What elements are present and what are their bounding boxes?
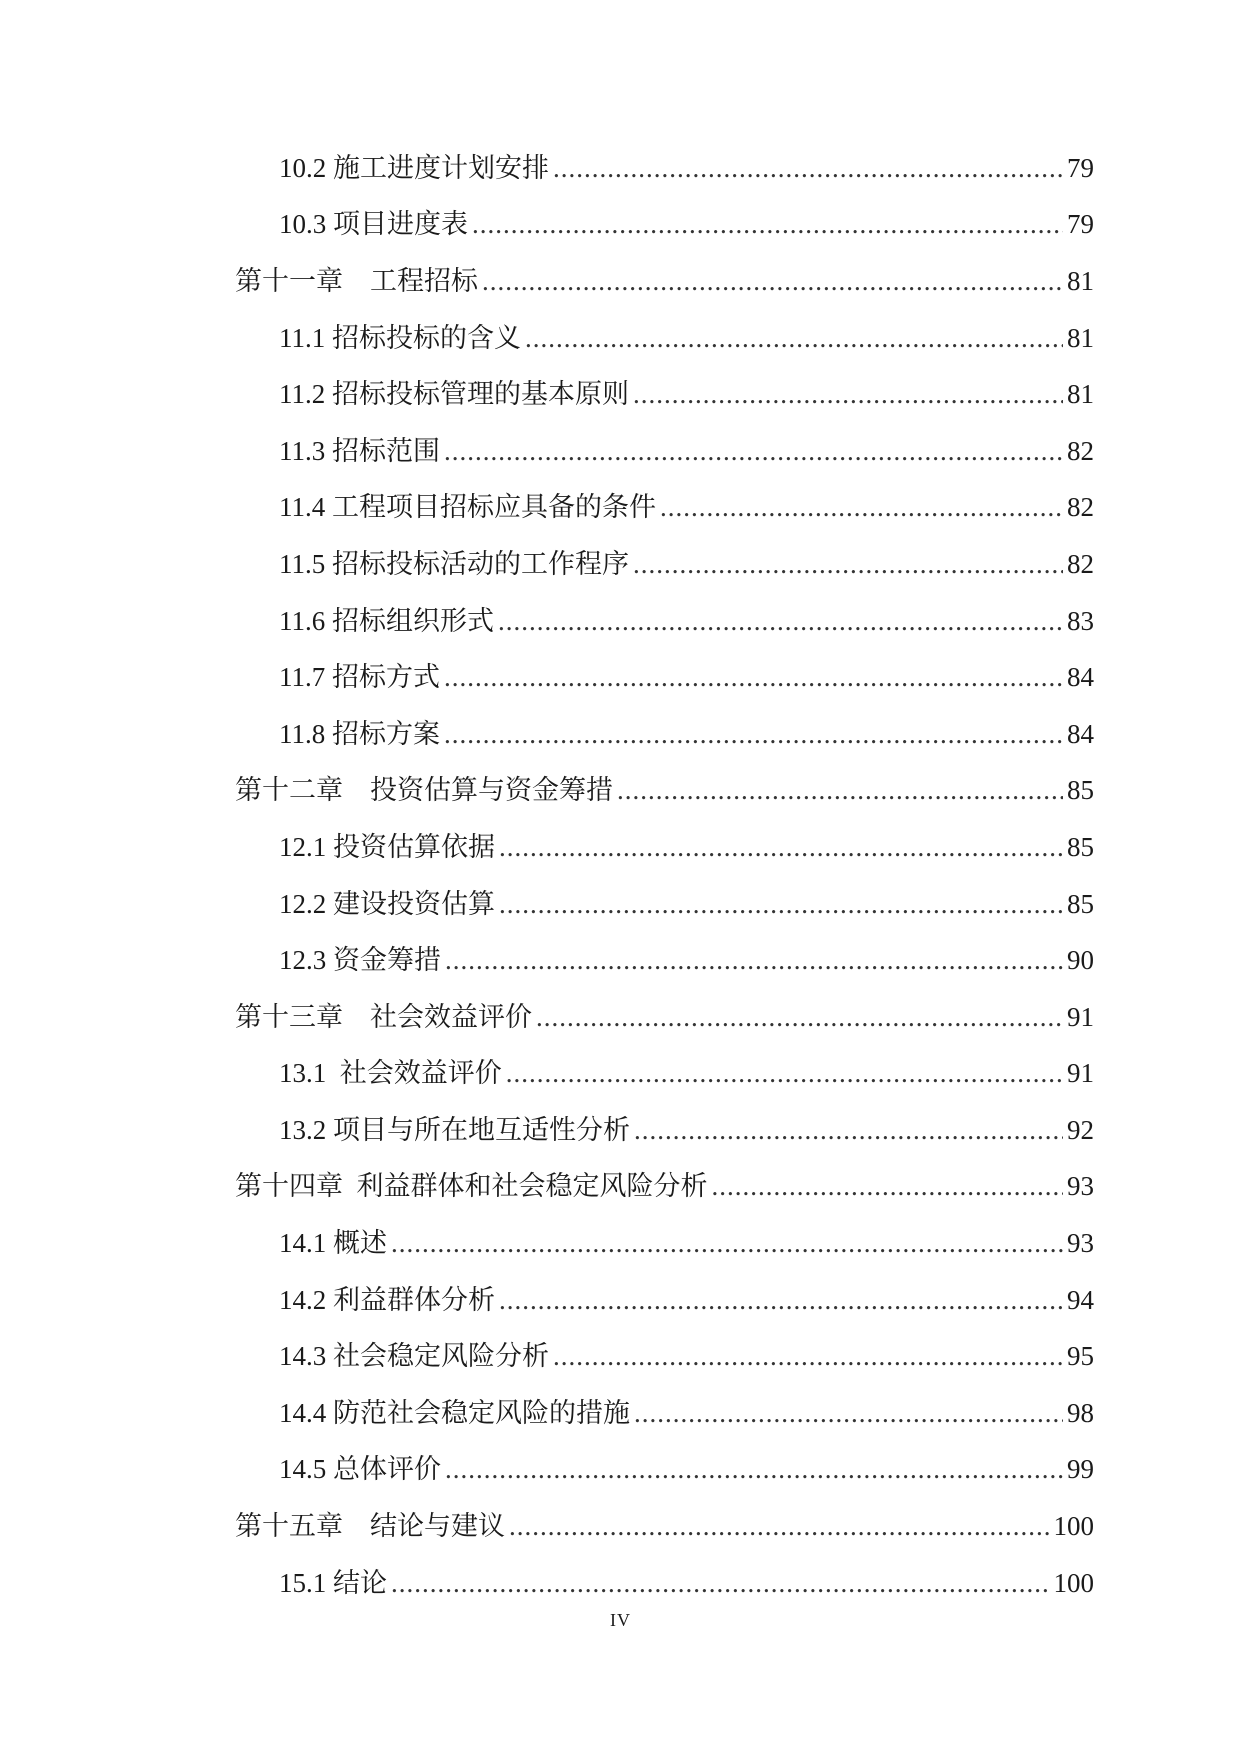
toc-chapter-entry[interactable] (0, 1498, 1241, 1555)
toc-entry-title: 13.2 项目与所在地互适性分析 (279, 1114, 630, 1145)
table-of-contents (0, 140, 1241, 1611)
toc-entry-title: 12.1 投资估算依据 (279, 831, 495, 862)
toc-dot-leader (617, 777, 1063, 804)
toc-entry-title: 第十五章 结论与建议 (235, 1511, 505, 1542)
toc-dot-leader (633, 381, 1063, 408)
toc-entry-title: 11.5 招标投标活动的工作程序 (279, 548, 629, 579)
toc-entry-page: 92 (1067, 1114, 1094, 1145)
toc-entry-title: 14.5 总体评价 (279, 1454, 441, 1485)
toc-entry-page: 83 (1067, 605, 1094, 636)
toc-entry-title: 12.3 资金筹措 (279, 945, 441, 976)
toc-section-entry[interactable] (0, 1328, 1241, 1385)
toc-dot-leader (444, 438, 1063, 465)
toc-dot-leader (499, 834, 1063, 861)
toc-dot-leader (499, 1287, 1063, 1314)
toc-dot-leader (712, 1173, 1064, 1200)
toc-dot-leader (634, 1400, 1063, 1427)
toc-section-entry[interactable] (0, 423, 1241, 480)
toc-dot-leader (498, 608, 1063, 635)
toc-section-entry[interactable] (0, 593, 1241, 650)
toc-section-entry[interactable] (0, 366, 1241, 423)
toc-entry-page: 84 (1067, 718, 1094, 749)
toc-entry-title: 11.3 招标范围 (279, 435, 440, 466)
toc-section-entry[interactable] (0, 536, 1241, 593)
toc-entry-title: 11.1 招标投标的含义 (279, 322, 521, 353)
toc-dot-leader (444, 664, 1063, 691)
toc-section-entry[interactable] (0, 1102, 1241, 1159)
toc-entry-title: 11.4 工程项目招标应具备的条件 (279, 492, 656, 523)
toc-entry-page: 90 (1067, 945, 1094, 976)
toc-entry-title: 10.2 施工进度计划安排 (279, 152, 549, 183)
toc-entry-title: 14.3 社会稳定风险分析 (279, 1341, 549, 1372)
toc-entry-page: 79 (1067, 152, 1094, 183)
toc-entry-title: 14.1 概述 (279, 1228, 387, 1259)
toc-entry-page: 91 (1067, 1001, 1094, 1032)
toc-dot-leader (525, 325, 1063, 352)
toc-entry-page: 82 (1067, 492, 1094, 523)
toc-entry-page: 82 (1067, 548, 1094, 579)
toc-dot-leader (391, 1570, 1050, 1597)
toc-dot-leader (482, 268, 1063, 295)
toc-entry-page: 81 (1067, 322, 1094, 353)
toc-section-entry[interactable] (0, 1385, 1241, 1442)
toc-entry-page: 99 (1067, 1454, 1094, 1485)
toc-dot-leader (660, 494, 1063, 521)
toc-dot-leader (553, 155, 1063, 182)
toc-section-entry[interactable] (0, 140, 1241, 197)
toc-section-entry[interactable] (0, 1046, 1241, 1103)
toc-chapter-entry[interactable] (0, 763, 1241, 820)
toc-dot-leader (536, 1004, 1063, 1031)
toc-section-entry[interactable] (0, 932, 1241, 989)
toc-entry-page: 81 (1067, 265, 1094, 296)
toc-entry-title: 14.4 防范社会稳定风险的措施 (279, 1397, 630, 1428)
toc-entry-title: 11.8 招标方案 (279, 718, 440, 749)
toc-entry-page: 84 (1067, 662, 1094, 693)
toc-entry-page: 95 (1067, 1341, 1094, 1372)
toc-entry-page: 98 (1067, 1397, 1094, 1428)
toc-entry-page: 94 (1067, 1284, 1094, 1315)
toc-entry-page: 85 (1067, 888, 1094, 919)
toc-section-entry[interactable] (0, 1442, 1241, 1499)
toc-section-entry[interactable] (0, 1555, 1241, 1612)
toc-entry-page: 93 (1067, 1171, 1094, 1202)
toc-entry-page: 100 (1053, 1567, 1094, 1598)
toc-section-entry[interactable] (0, 706, 1241, 763)
toc-entry-title: 12.2 建设投资估算 (279, 888, 495, 919)
toc-section-entry[interactable] (0, 649, 1241, 706)
toc-entry-title: 10.3 项目进度表 (279, 209, 468, 240)
toc-entry-title: 第十一章 工程招标 (235, 265, 478, 296)
toc-dot-leader (472, 211, 1063, 238)
toc-section-entry[interactable] (0, 310, 1241, 367)
toc-section-entry[interactable] (0, 197, 1241, 254)
toc-entry-title: 14.2 利益群体分析 (279, 1284, 495, 1315)
toc-dot-leader (445, 1456, 1063, 1483)
toc-entry-title: 15.1 结论 (279, 1567, 387, 1598)
toc-entry-title: 13.1 社会效益评价 (279, 1058, 502, 1089)
toc-section-entry[interactable] (0, 1215, 1241, 1272)
toc-entry-title: 第十四章 利益群体和社会稳定风险分析 (235, 1171, 708, 1202)
toc-dot-leader (444, 721, 1063, 748)
toc-section-entry[interactable] (0, 1272, 1241, 1329)
toc-dot-leader (553, 1343, 1063, 1370)
toc-entry-title: 11.6 招标组织形式 (279, 605, 494, 636)
toc-entry-title: 第十二章 投资估算与资金筹措 (235, 775, 613, 806)
toc-chapter-entry[interactable] (0, 989, 1241, 1046)
toc-entry-page: 85 (1067, 775, 1094, 806)
toc-dot-leader (391, 1230, 1063, 1257)
toc-dot-leader (499, 891, 1063, 918)
toc-entry-title: 第十三章 社会效益评价 (235, 1001, 532, 1032)
toc-dot-leader (445, 947, 1063, 974)
toc-section-entry[interactable] (0, 876, 1241, 933)
toc-entry-page: 91 (1067, 1058, 1094, 1089)
toc-chapter-entry[interactable] (0, 1159, 1241, 1216)
toc-entry-page: 100 (1053, 1511, 1094, 1542)
toc-entry-page: 79 (1067, 209, 1094, 240)
toc-dot-leader (634, 1117, 1063, 1144)
toc-entry-page: 81 (1067, 379, 1094, 410)
toc-chapter-entry[interactable] (0, 253, 1241, 310)
toc-entry-title: 11.7 招标方式 (279, 662, 440, 693)
toc-entry-title: 11.2 招标投标管理的基本原则 (279, 379, 629, 410)
toc-dot-leader (506, 1060, 1063, 1087)
toc-entry-page: 85 (1067, 831, 1094, 862)
toc-entry-page: 82 (1067, 435, 1094, 466)
page-number: IV (610, 1610, 631, 1630)
toc-dot-leader (633, 551, 1063, 578)
toc-entry-page: 93 (1067, 1228, 1094, 1259)
toc-section-entry[interactable] (0, 480, 1241, 537)
toc-section-entry[interactable] (0, 819, 1241, 876)
toc-dot-leader (509, 1513, 1050, 1540)
